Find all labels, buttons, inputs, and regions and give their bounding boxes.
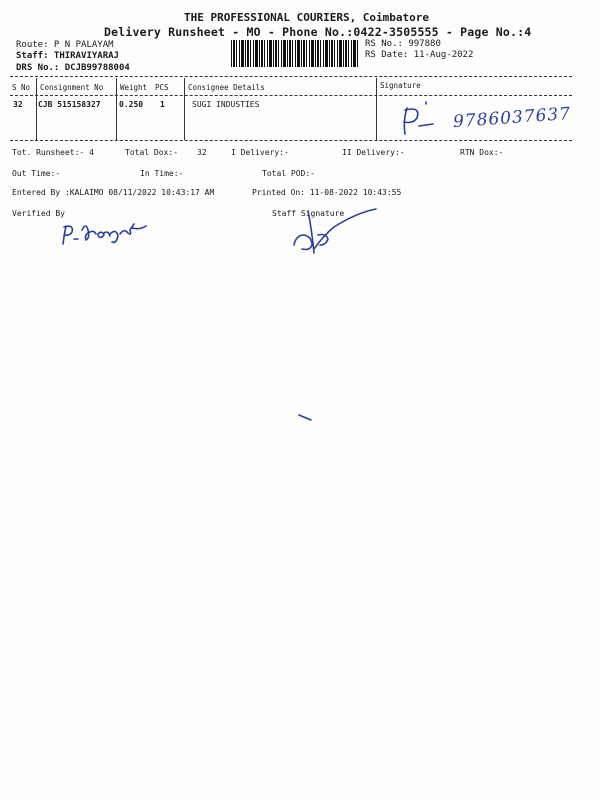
runsheet-subtitle: Delivery Runsheet - MO - Phone No.:0422-3505555 - Page No.:4	[104, 25, 532, 39]
out-time: Out Time:-	[12, 169, 61, 178]
pen-mark	[297, 412, 317, 424]
verified-by-label: Verified By	[12, 209, 65, 218]
rs-date: RS Date: 11-Aug-2022	[365, 50, 474, 60]
row-consignment-no: CJB 515158327	[38, 100, 101, 109]
in-time: In Time:-	[140, 169, 184, 178]
rs-number: RS No.: 997880	[365, 39, 441, 49]
staff-signature-label: Staff Signature	[272, 209, 345, 218]
staff-signature	[290, 205, 390, 260]
barcode-image	[231, 40, 359, 67]
col-header-pcs: PCS	[155, 83, 169, 92]
column-divider	[36, 78, 37, 140]
i-delivery: I Delivery:-	[231, 148, 289, 157]
row-pcs: 1	[160, 100, 165, 109]
ii-delivery: II Delivery:-	[342, 148, 405, 157]
tot-runsheet: Tot. Runsheet:- 4	[12, 148, 94, 157]
drs-number: DRS No.: DCJB99788004	[16, 63, 130, 73]
table-header-rule	[10, 95, 572, 96]
col-header-consignment: Consignment No	[40, 83, 104, 92]
col-header-sno: S No	[12, 83, 31, 92]
staff-label: Staff: THIRAVIYARAJ	[16, 51, 119, 61]
column-divider	[376, 78, 377, 140]
table-bottom-rule	[10, 140, 572, 141]
company-title: THE PROFESSIONAL COURIERS, Coimbatore	[184, 11, 430, 24]
column-divider	[184, 78, 185, 140]
col-header-consignee: Consignee Details	[188, 83, 265, 92]
handwritten-phone: 9786037637	[452, 103, 572, 133]
col-header-weight: Weight	[120, 83, 148, 92]
row-weight: 0.250	[119, 100, 144, 109]
column-divider	[116, 78, 117, 140]
total-pod: Total POD:-	[262, 169, 315, 178]
row-consignee: SUGI INDUSTIES	[192, 100, 260, 109]
entered-by: Entered By :KALAIMO 08/11/2022 10:43:17 AM	[12, 188, 215, 197]
total-dox-value: 32	[197, 148, 207, 157]
route-label: Route: P N PALAYAM	[16, 40, 114, 50]
verifier-signature	[60, 218, 170, 253]
col-header-signature: Signature	[380, 81, 421, 90]
printed-on: Printed On: 11-08-2022 10:43:55	[252, 188, 402, 197]
table-top-rule	[10, 76, 572, 77]
row-sno: 32	[13, 100, 23, 109]
rtn-dox: RTN Dox:-	[460, 148, 504, 157]
total-dox-label: Total Dox:-	[125, 148, 178, 157]
receiver-signature	[395, 100, 455, 140]
